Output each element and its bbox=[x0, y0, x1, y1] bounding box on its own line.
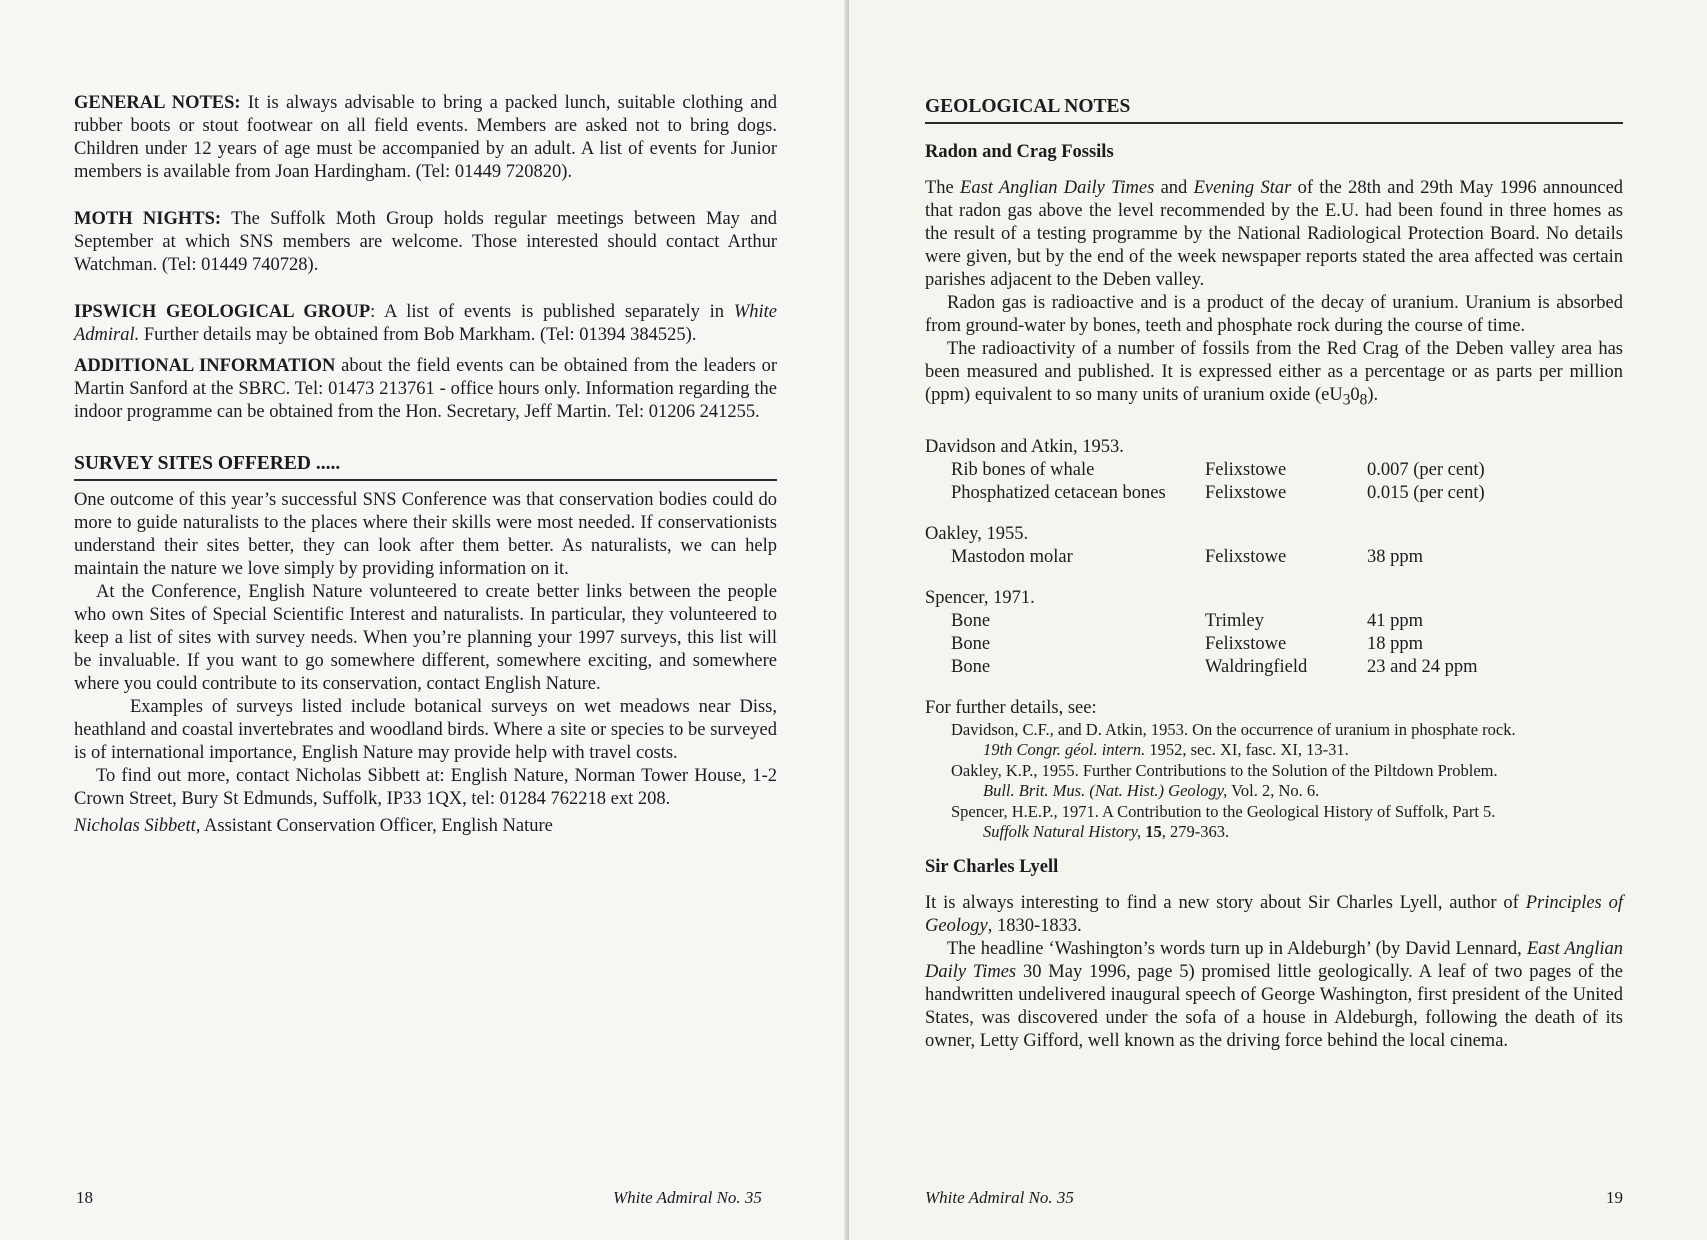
reference-place: Felixstowe bbox=[1205, 546, 1287, 567]
citation-details: Vol. 2, No. 6. bbox=[1227, 781, 1320, 801]
general-notes-paragraph bbox=[74, 92, 777, 184]
reference-item: Rib bones of whale bbox=[951, 459, 1095, 480]
lyell-p2-text1: The headline ‘Washington’s words turn up in Aldeburgh’ (by David Lennard, bbox=[947, 938, 1527, 959]
additional-info-text: about the field events can be obtained from the leaders or Martin Sanford at the SBRC. Tel: 01473 213761 - office hours only. Information regarding the indoor programme can be obtained from the Hon. Secretary, Jeff Martin. Tel: 01206 241255. bbox=[74, 356, 777, 422]
reference-value: 38 ppm bbox=[1367, 546, 1424, 567]
reference-group-title: Davidson and Atkin, 1953. bbox=[925, 436, 1124, 457]
citation-journal: 19th Congr. géol. intern. bbox=[983, 740, 1146, 760]
moth-nights-paragraph bbox=[74, 208, 777, 277]
survey-paragraph-4: To find out more, contact Nicholas Sibbett at: English Nature, Norman Tower House, 1-2 Crown Street, Bury St Edmunds, Suffolk, IP33 1QX, tel: 01284 762218 ext 208. bbox=[74, 766, 777, 809]
radon-paragraph-2: Radon gas is radioactive and is a product of the decay of uranium. Uranium is absorbed from ground-water by bones, teeth and phosphate rock during the course of time. bbox=[925, 293, 1623, 336]
reference-row bbox=[925, 610, 1623, 633]
citation-line1: Davidson, C.F., and D. Atkin, 1953. On the occurrence of uranium in phosphate rock. bbox=[951, 719, 1516, 739]
reference-item: Phosphatized cetacean bones bbox=[951, 482, 1166, 503]
radon-p1-text1: The bbox=[925, 178, 961, 198]
reference-group bbox=[925, 587, 1623, 679]
reference-item: Bone bbox=[951, 633, 991, 654]
page-number-right: 19 bbox=[1606, 1188, 1623, 1207]
reference-row bbox=[925, 633, 1623, 656]
ipswich-group-paragraph bbox=[74, 301, 777, 347]
reference-value: 0.007 (per cent) bbox=[1367, 459, 1485, 480]
general-notes-text: It is always advisable to bring a packed lunch, suitable clothing and rubber boots or stout footwear on all field events. Members are asked not to bring dogs. Children under 12 years of age must be accompanied by an adult. A list of events for Junior members is available from Joan Hardingham. (Tel: 01449 720820). bbox=[74, 93, 777, 182]
survey-sites-heading: SURVEY SITES OFFERED ..... bbox=[74, 452, 777, 481]
citation-line1: Spencer, H.E.P., 1971. A Contribution to the Geological History of Suffolk, Part 5. bbox=[951, 801, 1496, 821]
radon-p1-italic2: Evening Star bbox=[1193, 178, 1292, 198]
reference-row bbox=[925, 656, 1623, 679]
reference-group-title: Spencer, 1971. bbox=[925, 587, 1035, 608]
further-details-label: For further details, see: bbox=[925, 697, 1097, 718]
survey-paragraph-3: Examples of surveys listed include botanical surveys on wet meadows near Diss, heathland and coastal invertebrates and woodland birds. Where a site or species to be surveyed is of international importance, English Nature may provide help with travel costs. bbox=[74, 697, 777, 763]
moth-nights-text: The Suffolk Moth Group holds regular meetings between May and September at which SNS members are welcome. Those interested should contact Arthur Watchman. (Tel: 01449 740728). bbox=[74, 209, 777, 275]
reference-group-title: Oakley, 1955. bbox=[925, 523, 1029, 544]
reference-row bbox=[925, 482, 1623, 505]
reference-group bbox=[925, 523, 1623, 569]
citation-details: 1952, sec. XI, fasc. XI, 13-31. bbox=[1145, 740, 1349, 760]
radon-p1-text3: of the 28th and 29th May 1996 announced that radon gas above the level recommended by the E.U. had been found in three homes as the result of a testing programme by the National Radiological Protection Board. No details were given, but by the end of the week newspaper reports stated the area affected was certain parishes adjacent to the Deben valley. bbox=[925, 178, 1624, 290]
geological-notes-heading: GEOLOGICAL NOTES bbox=[925, 95, 1623, 124]
reference-place: Felixstowe bbox=[1205, 459, 1287, 480]
left-column bbox=[74, 92, 777, 838]
citation-details: , 279-363. bbox=[1161, 822, 1230, 842]
citation-entry bbox=[925, 761, 1623, 802]
radon-p1-text2: and bbox=[1154, 178, 1194, 198]
additional-info-paragraph bbox=[74, 355, 777, 424]
lyell-paragraph-1 bbox=[925, 892, 1623, 938]
citation-line2 bbox=[951, 740, 1623, 761]
citation-volume: 15 bbox=[1141, 822, 1162, 842]
footer-title-left: White Admiral No. 35 bbox=[613, 1188, 762, 1207]
ipswich-group-text2: Further details may be obtained from Bob Markham. (Tel: 01394 384525). bbox=[139, 325, 697, 345]
signature-line bbox=[74, 815, 777, 838]
right-column bbox=[925, 95, 1623, 1053]
citation-line2 bbox=[951, 822, 1623, 843]
citation-line2 bbox=[951, 781, 1623, 802]
reference-row bbox=[925, 546, 1623, 569]
reference-item: Mastodon molar bbox=[951, 546, 1073, 567]
footer-title-right: White Admiral No. 35 bbox=[925, 1188, 1074, 1207]
lyell-p2-italic: East Anglian Daily Times bbox=[925, 938, 1623, 982]
signature-name: Nicholas Sibbett, bbox=[74, 816, 201, 836]
citation-journal: Bull. Brit. Mus. (Nat. Hist.) Geology, bbox=[983, 781, 1228, 801]
radon-p1-italic1: East Anglian Daily Times bbox=[960, 178, 1155, 198]
radon-heading: Radon and Crag Fossils bbox=[925, 142, 1114, 162]
reference-item: Bone bbox=[951, 610, 991, 631]
left-page bbox=[0, 0, 848, 1240]
citation-journal: Suffolk Natural History, bbox=[983, 822, 1142, 842]
radon-p3-sub1: 3 bbox=[1342, 391, 1351, 409]
lyell-heading: Sir Charles Lyell bbox=[925, 856, 1059, 877]
general-notes-lead: GENERAL NOTES: bbox=[74, 93, 241, 113]
ipswich-group-italic: White Admiral. bbox=[74, 302, 778, 345]
radon-p3-sub2: 8 bbox=[1359, 391, 1368, 409]
radioactivity-reference-list bbox=[925, 436, 1623, 679]
moth-nights-lead: MOTH NIGHTS: bbox=[74, 209, 222, 229]
survey-paragraph-2: At the Conference, English Nature volunteered to create better links between the people who own Sites of Special Scientific Interest and naturalists. In particular, they volunteered to keep a list of sites with survey needs. When you’re planning your 1997 surveys, this list will be invaluable. If you want to go somewhere different, somewhere exciting, and somewhere where you could contribute to its conservation, contact English Nature. bbox=[74, 582, 777, 694]
reference-item: Bone bbox=[951, 656, 991, 677]
reference-group bbox=[925, 436, 1623, 505]
ipswich-group-text1: : A list of events is published separately in bbox=[370, 302, 734, 322]
lyell-p1-text2: , 1830-1833. bbox=[987, 915, 1082, 936]
radon-paragraph-1 bbox=[925, 177, 1623, 292]
lyell-paragraph-2 bbox=[925, 938, 1623, 1053]
ipswich-group-lead: IPSWICH GEOLOGICAL GROUP bbox=[74, 302, 371, 322]
citation-entry bbox=[925, 802, 1623, 843]
citation-list bbox=[925, 720, 1623, 843]
reference-place: Felixstowe bbox=[1205, 482, 1287, 503]
reference-value: 23 and 24 ppm bbox=[1367, 656, 1478, 677]
reference-place: Trimley bbox=[1205, 610, 1264, 631]
signature-role: Assistant Conservation Officer, English Nature bbox=[200, 816, 553, 836]
reference-value: 41 ppm bbox=[1367, 610, 1424, 631]
lyell-p2-text2: 30 May 1996, page 5) promised little geologically. A leaf of two pages of the handwritten undelivered inaugural speech of George Washington, first president of the United States, was discovered under the sofa of a house in Aldeburgh, following the death of its owner, Letty Gifford, well known as the driving force behind the local cinema. bbox=[925, 961, 1623, 1051]
lyell-p1-text1: It is always interesting to find a new story about Sir Charles Lyell, author of bbox=[925, 892, 1526, 913]
radon-p3-text: The radioactivity of a number of fossils from the Red Crag of the Deben valley area has been measured and published. It is expressed either as a percentage or as parts per million (ppm) equivalent to so many units of uranium oxide (eU bbox=[925, 339, 1623, 405]
radon-p3-end: ). bbox=[1367, 385, 1379, 405]
page-number-left: 18 bbox=[76, 1188, 93, 1207]
reference-value: 0.015 (per cent) bbox=[1367, 482, 1485, 503]
reference-row bbox=[925, 459, 1623, 482]
reference-place: Waldringfield bbox=[1205, 656, 1308, 677]
reference-place: Felixstowe bbox=[1205, 633, 1287, 654]
radon-paragraph-3 bbox=[925, 338, 1623, 412]
reference-value: 18 ppm bbox=[1367, 633, 1424, 654]
radon-p3-mid: 0 bbox=[1350, 385, 1360, 405]
citation-entry bbox=[925, 720, 1623, 761]
lyell-p1-italic: Principles of Geology bbox=[925, 892, 1623, 936]
citation-line1: Oakley, K.P., 1955. Further Contributions to the Solution of the Piltdown Problem. bbox=[951, 760, 1498, 780]
survey-paragraph-1: One outcome of this year’s successful SNS Conference was that conservation bodies could do more to guide naturalists to the places where their skills were most needed. If conservationists understand their sites better, they can look after them better. As naturalists, we can help maintain the nature we love simply by providing information on it. bbox=[74, 490, 777, 579]
additional-info-lead: ADDITIONAL INFORMATION bbox=[74, 356, 336, 376]
